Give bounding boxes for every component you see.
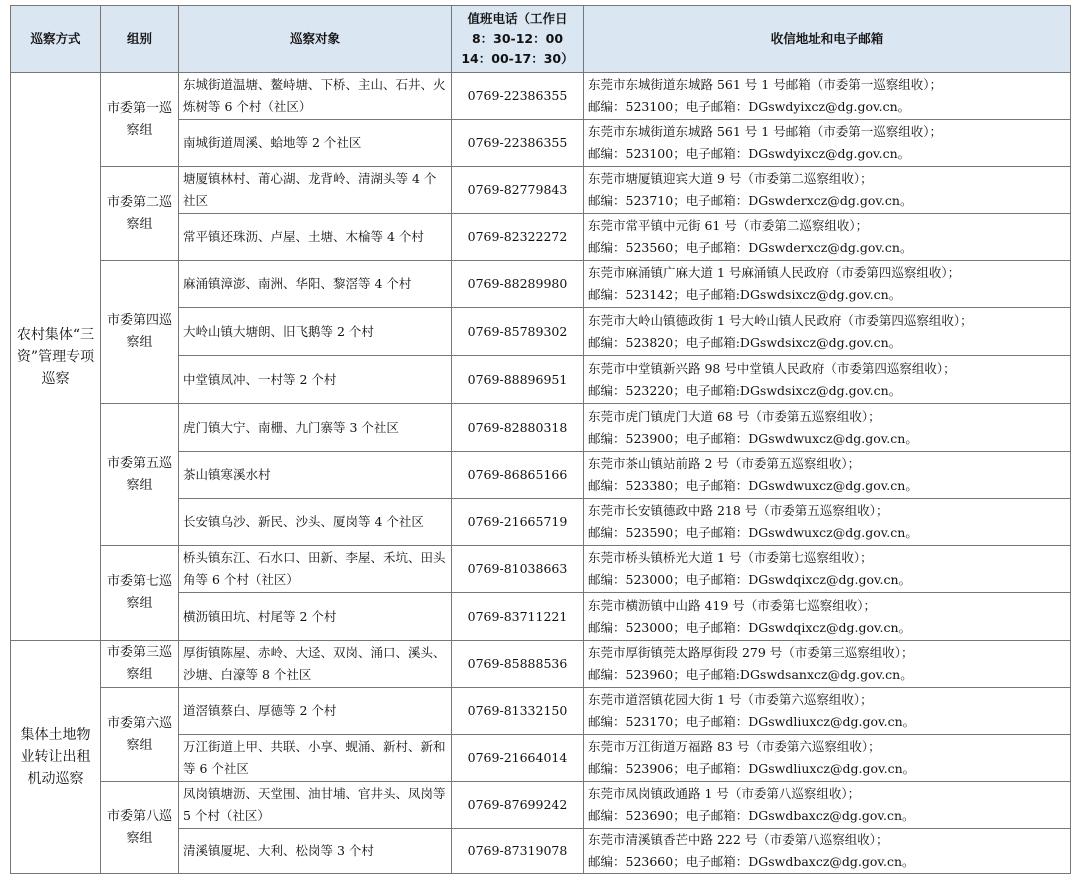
address-cell — [584, 404, 1071, 452]
address-line: 东莞市万江街道万福路 83 号（市委第六巡察组收）； — [588, 739, 881, 754]
postcode-email-line: 邮编：523820；电子邮箱:DGswdsixcz@dg.gov.cn。 — [588, 334, 902, 350]
address-cell — [584, 167, 1071, 214]
address-cell — [584, 688, 1071, 735]
table-row — [11, 73, 1071, 120]
postcode-email-line: 邮编：523690；电子邮箱：DGswdbaxcz@dg.gov.cn。 — [588, 808, 915, 823]
postcode-email-line: 邮编：523100；电子邮箱：DGswdyixcz@dg.gov.cn。 — [588, 99, 911, 114]
postcode-email-line: 邮编：523220；电子邮箱:DGswdsixcz@dg.gov.cn。 — [588, 382, 902, 398]
phone-cell: 0769-83711221 — [452, 593, 584, 641]
target-cell: 凤岗镇塘沥、天堂围、油甘埔、官井头、凤岗等 5 个村（社区） — [179, 782, 452, 829]
phone-cell: 0769-85888536 — [452, 641, 584, 688]
phone-cell: 0769-87699242 — [452, 782, 584, 829]
postcode-email-line: 邮编：523000；电子邮箱：DGswdqixcz@dg.gov.cn。 — [588, 619, 912, 635]
target-cell: 道滘镇蔡白、厚德等 2 个村 — [179, 688, 452, 735]
group-cell: 市委第五巡察组 — [101, 404, 179, 546]
address-line: 东莞市道滘镇花园大街 1 号（市委第六巡察组收）； — [588, 692, 873, 707]
group-cell: 市委第一巡察组 — [101, 73, 179, 167]
address-line: 东莞市清溪镇香芒中路 222 号（市委第八巡察组收）； — [588, 832, 889, 847]
target-cell: 茶山镇寒溪水村 — [179, 452, 452, 499]
address-line: 东莞市大岭山镇德政街 1 号大岭山镇人民政府（市委第四巡察组收）； — [588, 312, 973, 328]
table-row — [11, 167, 1071, 214]
header-method: 巡察方式 — [11, 6, 101, 73]
address-line: 东莞市塘厦镇迎宾大道 9 号（市委第二巡察组收）； — [588, 171, 873, 186]
group-cell: 市委第三巡察组 — [101, 641, 179, 688]
group-cell: 市委第七巡察组 — [101, 546, 179, 641]
address-line: 东莞市虎门镇虎门大道 68 号（市委第五巡察组收）； — [588, 408, 881, 424]
header-group: 组别 — [101, 6, 179, 73]
phone-cell: 0769-88289980 — [452, 261, 584, 308]
address-cell — [584, 452, 1071, 499]
phone-cell: 0769-87319078 — [452, 829, 584, 874]
address-cell — [584, 261, 1071, 308]
header-address: 收信地址和电子邮箱 — [584, 6, 1071, 73]
address-cell — [584, 546, 1071, 593]
postcode-email-line: 邮编：523142；电子邮箱:DGswdsixcz@dg.gov.cn。 — [588, 287, 902, 302]
target-cell: 塘厦镇林村、莆心湖、龙背岭、清湖头等 4 个社区 — [179, 167, 452, 214]
address-cell — [584, 593, 1071, 641]
header-row — [11, 6, 1071, 73]
method-cell: 集体土地物业转让出租机动巡察 — [11, 641, 101, 874]
phone-cell: 0769-82880318 — [452, 404, 584, 452]
postcode-email-line: 邮编：523710；电子邮箱：DGswderxcz@dg.gov.cn。 — [588, 193, 913, 208]
method-cell: 农村集体“三资”管理专项巡察 — [11, 73, 101, 641]
target-cell: 中堂镇凤冲、一村等 2 个村 — [179, 356, 452, 404]
target-cell: 厚街镇陈屋、赤岭、大迳、双岗、涌口、溪头、沙塘、白濠等 8 个社区 — [179, 641, 452, 688]
header-phone: 值班电话（工作日 8：30-12：00 14：00-17：30） — [452, 6, 584, 73]
postcode-email-line: 邮编：523660；电子邮箱：DGswdbaxcz@dg.gov.cn。 — [588, 854, 915, 869]
target-cell: 东城街道温塘、鳌峙塘、下桥、主山、石井、火炼树等 6 个村（社区） — [179, 73, 452, 120]
postcode-email-line: 邮编：523560；电子邮箱：DGswderxcz@dg.gov.cn。 — [588, 240, 913, 255]
address-cell — [584, 735, 1071, 782]
address-line: 东莞市东城街道东城路 561 号 1 号邮箱（市委第一巡察组收）； — [588, 124, 942, 139]
address-line: 东莞市常平镇中元街 61 号（市委第二巡察组收）； — [588, 218, 869, 233]
address-cell — [584, 214, 1071, 261]
postcode-email-line: 邮编：523900；电子邮箱：DGswdwuxcz@dg.gov.cn。 — [588, 430, 918, 446]
address-cell — [584, 120, 1071, 167]
address-line: 东莞市横沥镇中山路 419 号（市委第七巡察组收）； — [588, 597, 877, 613]
address-line: 东莞市茶山镇站前路 2 号（市委第五巡察组收）； — [588, 456, 861, 471]
group-cell: 市委第二巡察组 — [101, 167, 179, 261]
address-cell — [584, 73, 1071, 120]
group-cell: 市委第四巡察组 — [101, 261, 179, 404]
postcode-email-line: 邮编：523590；电子邮箱：DGswdwuxcz@dg.gov.cn。 — [588, 525, 918, 540]
header-target: 巡察对象 — [179, 6, 452, 73]
address-cell — [584, 356, 1071, 404]
target-cell: 万江街道上甲、共联、小享、蚬涌、新村、新和等 6 个社区 — [179, 735, 452, 782]
phone-cell: 0769-88896951 — [452, 356, 584, 404]
phone-cell: 0769-82322272 — [452, 214, 584, 261]
postcode-email-line: 邮编：523906；电子邮箱：DGswdliuxcz@dg.gov.cn。 — [588, 761, 916, 776]
address-line: 东莞市麻涌镇广麻大道 1 号麻涌镇人民政府（市委第四巡察组收）； — [588, 265, 961, 280]
table-row — [11, 404, 1071, 452]
postcode-email-line: 邮编：523100；电子邮箱：DGswdyixcz@dg.gov.cn。 — [588, 146, 911, 161]
address-cell — [584, 499, 1071, 546]
phone-cell: 0769-85789302 — [452, 308, 584, 356]
address-line: 东莞市长安镇德政中路 218 号（市委第五巡察组收）； — [588, 503, 889, 518]
phone-cell: 0769-21665719 — [452, 499, 584, 546]
address-cell — [584, 782, 1071, 829]
phone-cell: 0769-86865166 — [452, 452, 584, 499]
table-row — [11, 546, 1071, 593]
postcode-email-line: 邮编：523380；电子邮箱：DGswdwuxcz@dg.gov.cn。 — [588, 478, 918, 493]
postcode-email-line: 邮编：523170；电子邮箱：DGswdliuxcz@dg.gov.cn。 — [588, 714, 916, 729]
phone-cell: 0769-21664014 — [452, 735, 584, 782]
target-cell: 清溪镇厦坭、大利、松岗等 3 个村 — [179, 829, 452, 874]
postcode-email-line: 邮编：523960；电子邮箱:DGswdsanxcz@dg.gov.cn。 — [588, 667, 913, 682]
address-line: 东莞市桥头镇桥光大道 1 号（市委第七巡察组收）； — [588, 550, 873, 565]
target-cell: 常平镇还珠沥、卢屋、土塘、木棆等 4 个村 — [179, 214, 452, 261]
phone-cell: 0769-81038663 — [452, 546, 584, 593]
table-row — [11, 641, 1071, 688]
postcode-email-line: 邮编：523000；电子邮箱：DGswdqixcz@dg.gov.cn。 — [588, 572, 912, 587]
target-cell: 南城街道周溪、蛤地等 2 个社区 — [179, 120, 452, 167]
inspection-table — [10, 5, 1071, 874]
target-cell: 长安镇乌沙、新民、沙头、厦岗等 4 个社区 — [179, 499, 452, 546]
group-cell: 市委第六巡察组 — [101, 688, 179, 782]
table-row — [11, 782, 1071, 829]
target-cell: 虎门镇大宁、南栅、九门寨等 3 个社区 — [179, 404, 452, 452]
phone-cell: 0769-22386355 — [452, 120, 584, 167]
group-cell: 市委第八巡察组 — [101, 782, 179, 874]
phone-cell: 0769-81332150 — [452, 688, 584, 735]
target-cell: 麻涌镇漳澎、南洲、华阳、黎滘等 4 个村 — [179, 261, 452, 308]
target-cell: 横沥镇田坑、村尾等 2 个村 — [179, 593, 452, 641]
address-cell — [584, 829, 1071, 874]
table-row — [11, 688, 1071, 735]
address-line: 东莞市东城街道东城路 561 号 1 号邮箱（市委第一巡察组收）； — [588, 77, 942, 92]
address-line: 东莞市厚街镇莞太路厚街段 279 号（市委第三巡察组收）； — [588, 645, 914, 660]
address-line: 东莞市凤岗镇政通路 1 号（市委第八巡察组收）； — [588, 786, 861, 801]
phone-cell: 0769-82779843 — [452, 167, 584, 214]
phone-cell: 0769-22386355 — [452, 73, 584, 120]
address-cell — [584, 308, 1071, 356]
target-cell: 桥头镇东江、石水口、田新、李屋、禾坑、田头角等 6 个村（社区） — [179, 546, 452, 593]
target-cell: 大岭山镇大塘朗、旧飞鹅等 2 个村 — [179, 308, 452, 356]
address-cell — [584, 641, 1071, 688]
table-row — [11, 261, 1071, 308]
address-line: 东莞市中堂镇新兴路 98 号中堂镇人民政府（市委第四巡察组收）； — [588, 360, 956, 376]
